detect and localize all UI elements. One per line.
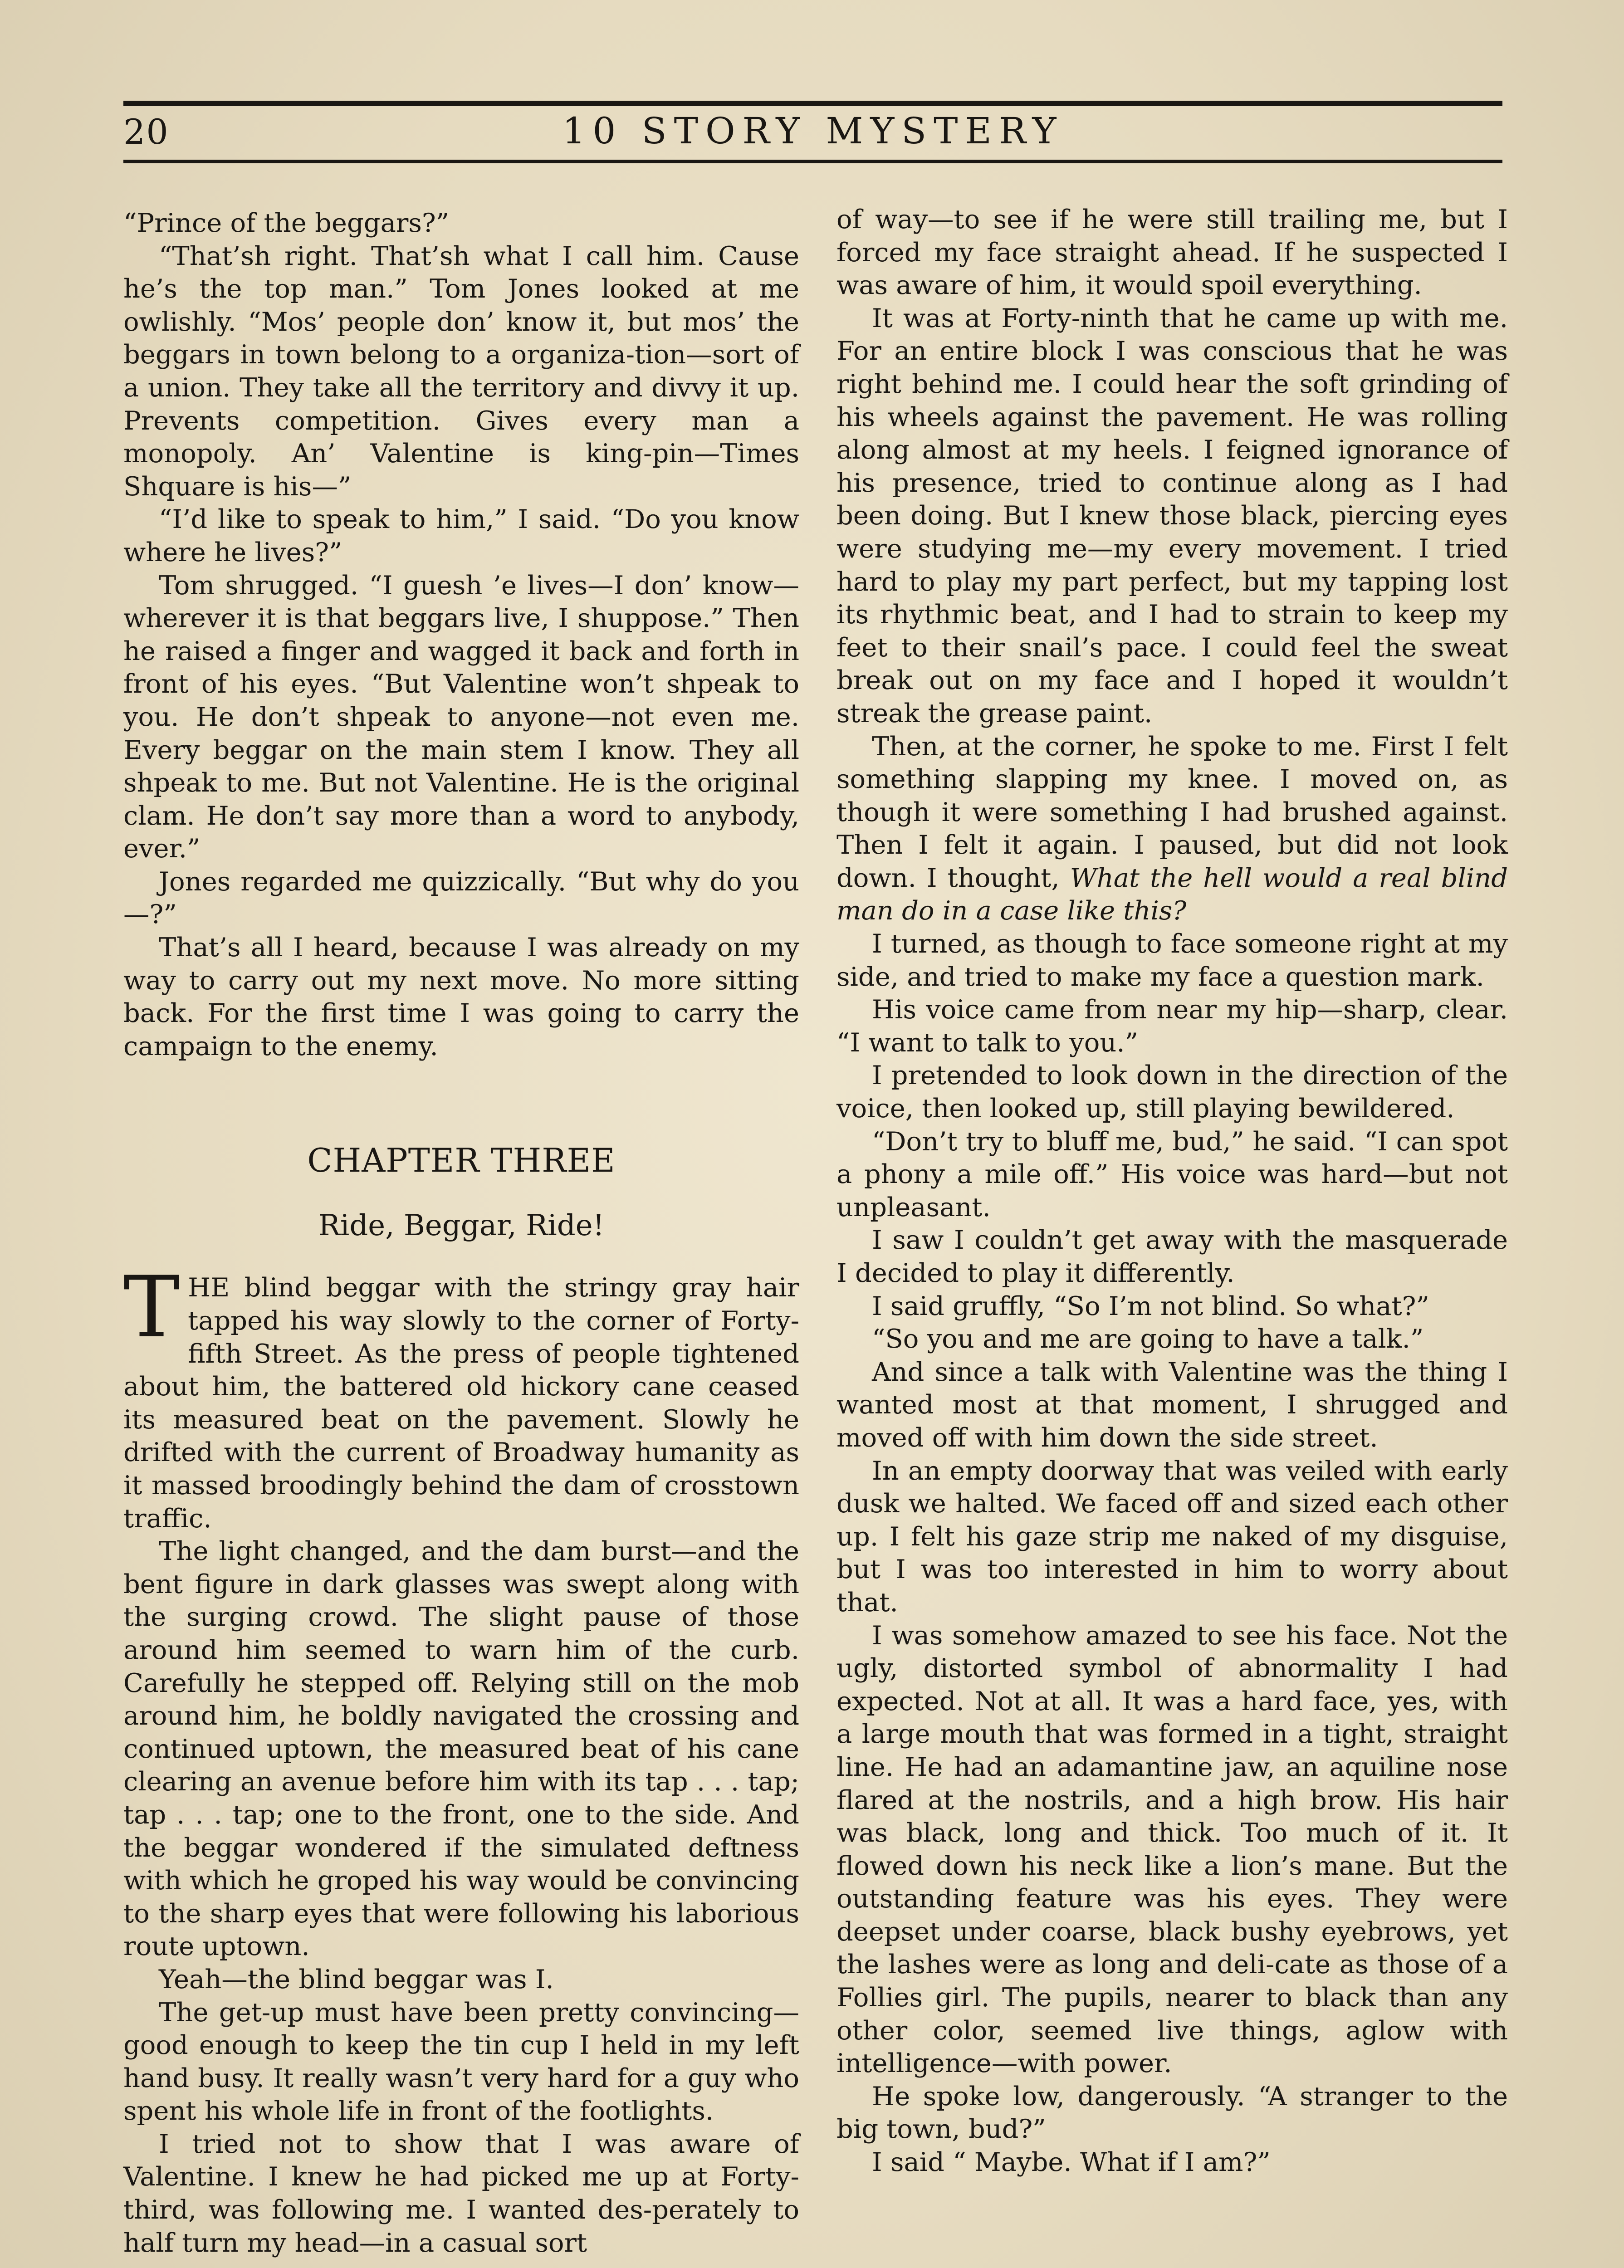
continued-paragraph: of way—to see if he were still trailing me, but I forced my face straight ahead. If he suspected I was aware of him, it would spoil everything.: [836, 204, 1508, 301]
paragraph: His voice came from near my hip—sharp, clear. “I want to talk to you.”: [836, 994, 1508, 1058]
opening-paragraph: [123, 1258, 799, 1535]
paragraph: I was somehow amazed to see his face. Not the ugly, distorted symbol of abnormality I had expected. Not at all. It was a hard face, yes, with a large mouth that was formed in a tight, straight line. He had an adamantine jaw, an aquiline nose flared at the nostrils, and a high brow. His hair was black, long and thick. Too much of it. It flowed down his neck like a lion’s mane. But the outstanding feature was his eyes. They were deepset under coarse, black bushy eyebrows, yet the lashes were as long and deli-cate as those of a Follies girl. The pupils, nearer to black than any other color, seemed live things, aglow with intelligence—with power.: [836, 1620, 1508, 2079]
paragraph: “Prince of the beggars?”: [123, 208, 450, 238]
paragraph: I said “ Maybe. What if I am?”: [872, 2147, 1271, 2178]
drop-cap: T: [123, 1258, 180, 1357]
right-column: [836, 203, 1508, 2179]
paragraph: In an empty doorway that was veiled with early dusk we halted. We faced off and sized each other up. I felt his gaze strip me naked of my disguise, but I was too interested in him to worry about that.: [836, 1455, 1508, 1618]
paragraph: “Don’t try to bluff me, bud,” he said. “I can spot a phony a mile off.” His voice was hard—but not unpleasant.: [836, 1126, 1508, 1222]
paragraph: “So you and me are going to have a talk.”: [872, 1324, 1424, 1354]
paragraph: It was at Forty-ninth that he came up with me. For an entire block I was conscious that he was right behind me. I could hear the soft grinding of his wheels against the pavement. He was rolling along almost at my heels. I feigned ignorance of his presence, tried to continue along as I had been doing. But I knew those black, piercing eyes were studying me—my every movement. I tried hard to play my part perfect, but my tapping lost its rhythmic beat, and I had to strain to keep my feet to their snail’s pace. I could feel the sweat break out on my face and I hoped it wouldn’t streak the grease paint.: [836, 303, 1508, 728]
header-rule-bottom: [123, 160, 1502, 163]
page-number: 20: [123, 112, 169, 152]
left-column: [123, 207, 799, 2259]
paragraph: “I’d like to speak to him,” I said. “Do you know where he lives?”: [123, 504, 799, 567]
chapter-title: Ride, Beggar, Ride!: [318, 1209, 605, 1243]
paragraph: And since a talk with Valentine was the thing I wanted most at that moment, I shrugged and moved off with him down the side street.: [836, 1356, 1508, 1453]
paragraph: The light changed, and the dam burst—and the bent figure in dark glasses was swept along with the surging crowd. The slight pause of those around him seemed to warn him of the curb. Carefully he stepped off. Relying still on the mob around him, he boldly navigated the crossing and continued uptown, the measured beat of his cane clearing an avenue before him with its tap . . . tap; tap . . . tap; one to the front, one to the side. And the beggar wondered if the simulated deftness with which he groped his way would be convincing to the sharp eyes that were following his laborious route uptown.: [123, 1536, 799, 1962]
paragraph: I turned, as though to face someone right at my side, and tried to make my face a question mark.: [836, 929, 1508, 992]
magazine-title: 10 STORY MYSTERY: [562, 110, 1064, 152]
paragraph: Jones regarded me quizzically. “But why do you—?”: [123, 866, 799, 930]
paragraph-with-italic: [836, 730, 1508, 928]
page-header: [123, 103, 1502, 158]
paragraph: I saw I couldn’t get away with the masquerade I decided to play it differently.: [836, 1225, 1508, 1288]
paragraph: I tried not to show that I was aware of Valentine. I knew he had picked me up at Forty-third, was following me. I wanted des-perately to half turn my head—in a casual sort: [123, 2128, 799, 2258]
paragraph-text: Then, at the corner, he spoke to me. First I felt something slapping my knee. I moved on, as though it were something I had brushed against. Then I felt it again. I paused, but did not look down. I thought,: [836, 731, 1508, 893]
italic-thought: What the hell would a real blind man do in a case like this?: [836, 862, 1508, 926]
paragraph: Tom shrugged. “I guesh ’e lives—I don’ know—wherever it is that beggars live, I shuppose.” Then he raised a finger and wagged it back and forth in front of his eyes. “But Valentine won’t shpeak to you. He don’t shpeak to anyone—not even me. Every beggar on the main stem I know. They all shpeak to me. But not Valentine. He is the original clam. He don’t say more than a word to anybody, ever.”: [123, 570, 799, 864]
chapter-heading: CHAPTER THREE: [307, 1141, 616, 1180]
paragraph: Yeah—the blind beggar was I.: [159, 1964, 554, 1994]
paragraph: I said gruffly, “So I’m not blind. So what?”: [872, 1290, 1429, 1321]
paragraph: He spoke low, dangerously. “A stranger to the big town, bud?”: [836, 2081, 1508, 2145]
paragraph: The get-up must have been pretty convincing—good enough to keep the tin cup I held in my left hand busy. It really wasn’t very hard for a guy who spent his whole life in front of the footlights.: [123, 1997, 799, 2126]
opening-paragraph-text: HE blind beggar with the stringy gray hair tapped his way slowly to the corner of Forty-fifth Street. As the press of people tightened about him, the battered old hickory cane ceased its measured beat on the pavement. Slowly he drifted with the current of Broadway humanity as it massed broodingly behind the dam of crosstown traffic.: [123, 1272, 799, 1534]
paragraph: That’s all I heard, because I was already on my way to carry out my next move. No more sitting back. For the first time I was going to carry the campaign to the enemy.: [123, 932, 799, 1061]
paragraph: “That’sh right. That’sh what I call him. Cause he’s the top man.” Tom Jones looked at me owlishly. “Mos’ people don’ know it, but mos’ the beggars in town belong to a organiza-tion—sort of a union. They take all the territory and divvy it up. Prevents competition. Gives every man a monopoly. An’ Valentine is king-pin—Times Shquare is his—”: [123, 240, 799, 502]
paragraph: I pretended to look down in the direction of the voice, then looked up, still playing bewildered.: [836, 1060, 1508, 1124]
